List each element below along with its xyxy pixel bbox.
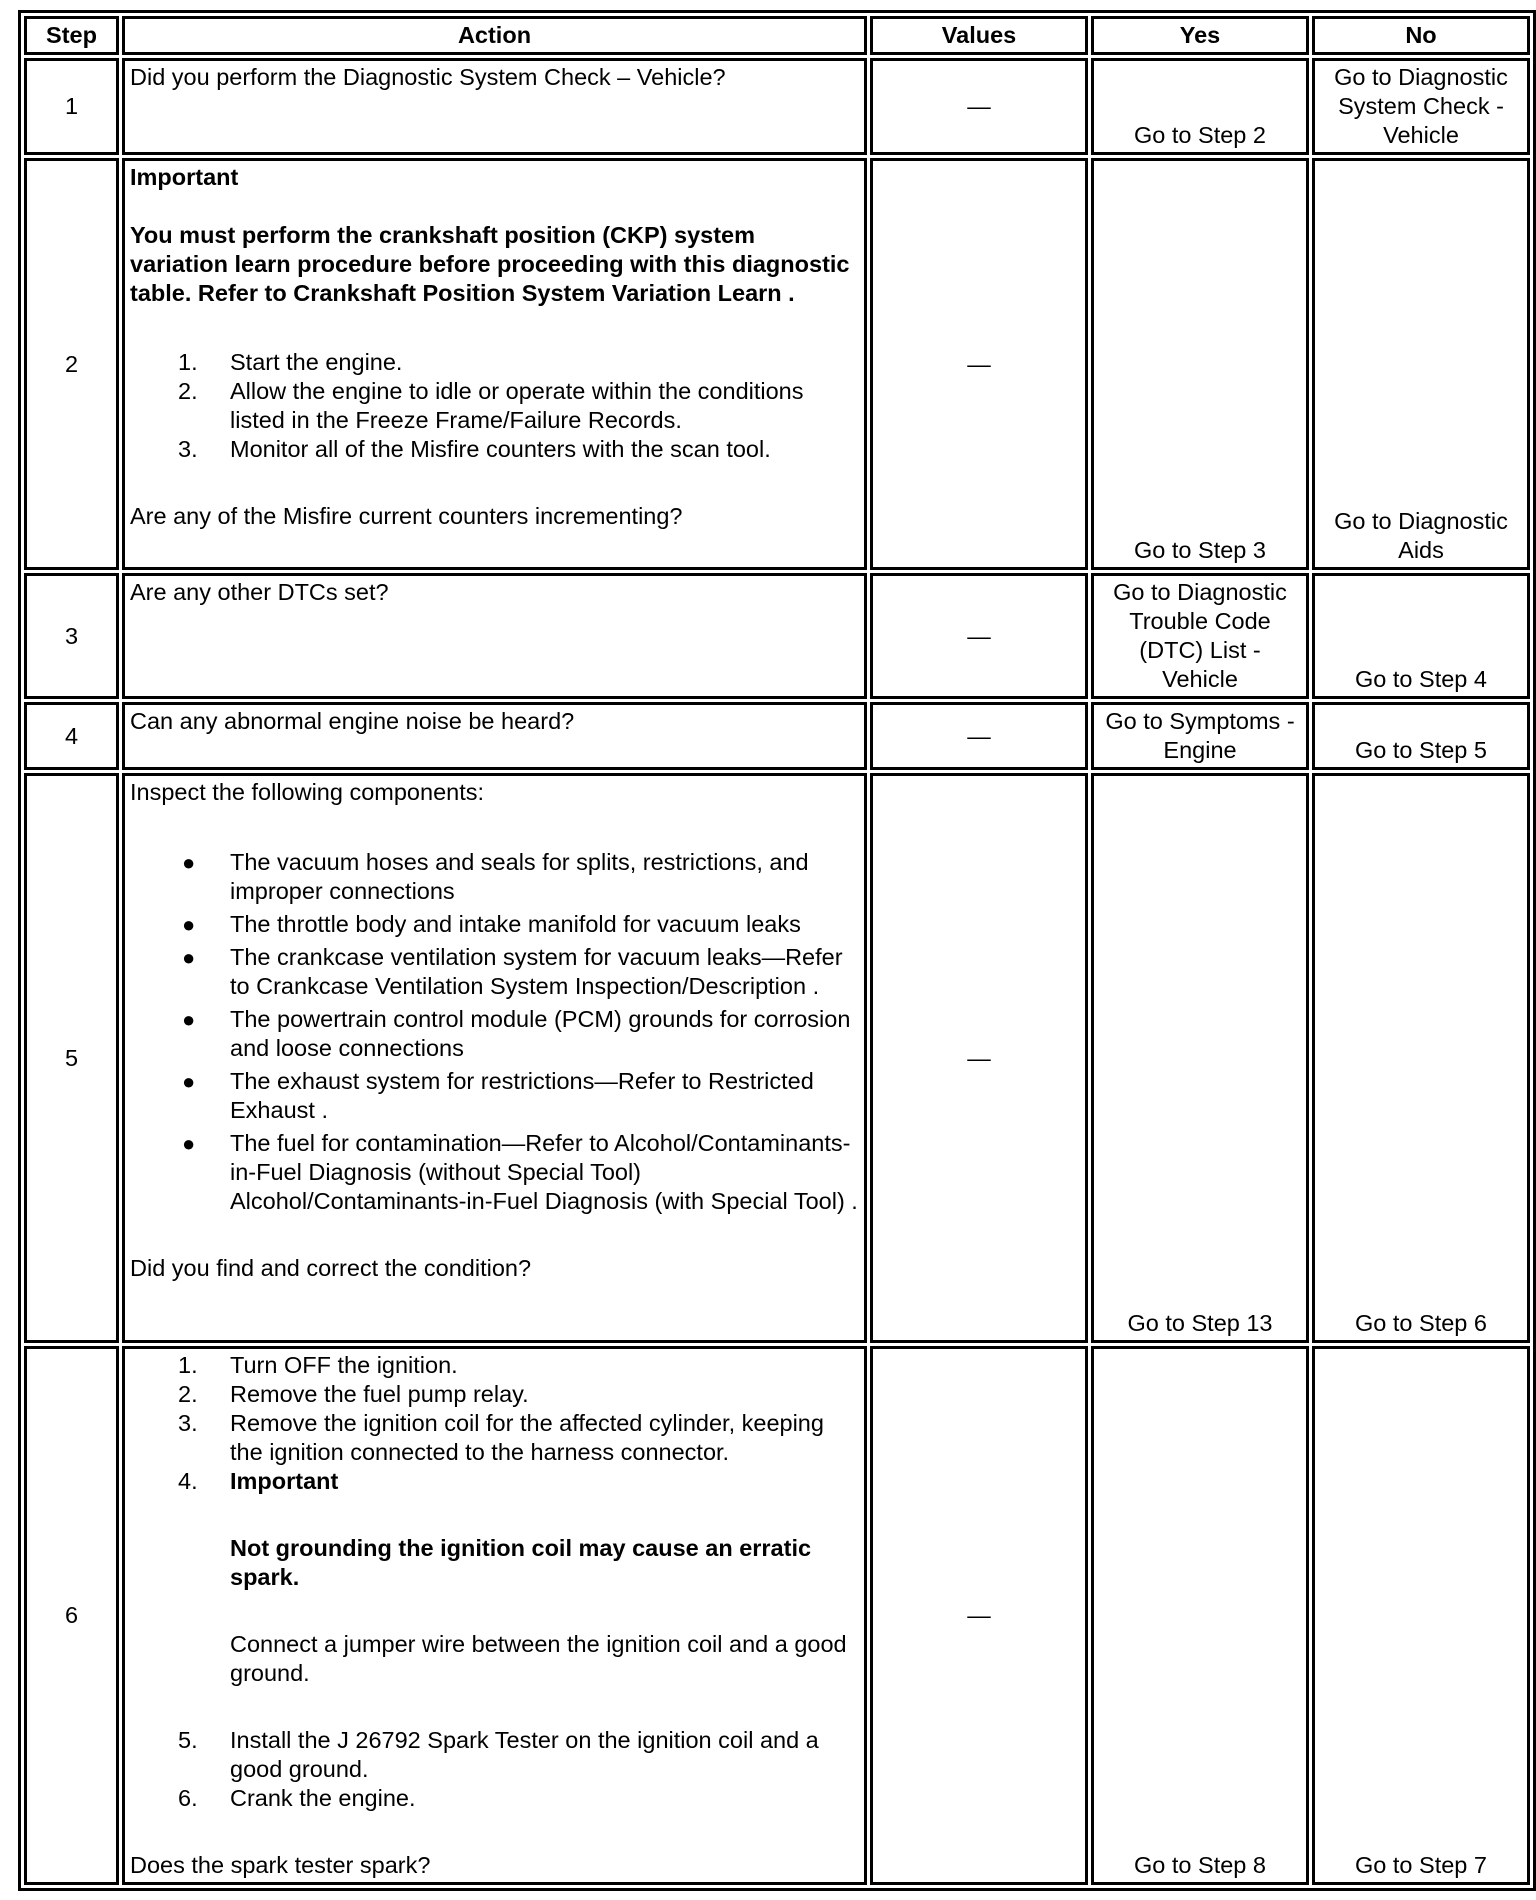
question-text: Did you perform the Diagnostic System Check – Vehicle?	[130, 64, 726, 90]
yes-cell: Go to Step 3	[1091, 158, 1309, 570]
header-no: No	[1312, 16, 1530, 55]
procedure-list	[130, 348, 859, 464]
yes-cell: Go to Symptoms - Engine	[1091, 702, 1309, 770]
important-text: You must perform the crankshaft position (CKP) system variation learn procedure before proceeding with this diagnostic table. Refer to Crankshaft Position System Variation Learn .	[130, 222, 850, 306]
step-number: 6	[24, 1346, 119, 1885]
list-item: ● The powertrain control module (PCM) grounds for corrosion and loose connections	[182, 1006, 851, 1061]
list-item: 3. Monitor all of the Misfire counters with the scan tool.	[178, 436, 771, 462]
step-number: 5	[24, 773, 119, 1343]
no-cell: Go to Diagnostic System Check - Vehicle	[1312, 58, 1530, 155]
list-item: 1. Turn OFF the ignition.	[178, 1352, 458, 1378]
important-title: Important	[230, 1468, 339, 1494]
no-cell: Go to Diagnostic Aids	[1312, 158, 1530, 570]
header-action: Action	[122, 16, 867, 55]
table-row	[24, 773, 1530, 1343]
important-text: Not grounding the ignition coil may cause an erratic spark.	[230, 1535, 812, 1590]
action-cell	[122, 58, 867, 155]
header-step: Step	[24, 16, 119, 55]
table-row	[24, 58, 1530, 155]
no-cell: Go to Step 7	[1312, 1346, 1530, 1885]
no-cell: Go to Step 6	[1312, 773, 1530, 1343]
step-number: 3	[24, 573, 119, 699]
no-cell: Go to Step 4	[1312, 573, 1530, 699]
step-text: Connect a jumper wire between the ignition coil and a good ground.	[230, 1631, 847, 1686]
value-cell: —	[870, 573, 1088, 699]
yes-cell: Go to Step 2	[1091, 58, 1309, 155]
header-values: Values	[870, 16, 1088, 55]
list-item: 4. Important Not grounding the ignition coil may cause an erratic spark. Connect a jumper wire between the ignition coil and a good ground.	[130, 1467, 859, 1688]
table-row	[24, 702, 1530, 770]
action-cell	[122, 702, 867, 770]
list-item: 5. Install the J 26792 Spark Tester on the ignition coil and a good ground.	[178, 1727, 819, 1782]
step-number: 4	[24, 702, 119, 770]
step-number: 2	[24, 158, 119, 570]
action-cell	[122, 158, 867, 570]
question-text: Are any of the Misfire current counters incrementing?	[130, 503, 683, 529]
action-cell	[122, 773, 867, 1343]
list-item: 2. Allow the engine to idle or operate within the conditions listed in the Freeze Frame/Failure Records.	[178, 378, 804, 433]
procedure-list	[130, 1351, 859, 1813]
yes-cell: Go to Diagnostic Trouble Code (DTC) List - Vehicle	[1091, 573, 1309, 699]
inspection-list	[130, 848, 859, 1216]
list-item: ● The crankcase ventilation system for vacuum leaks—Refer to Crankcase Ventilation System Inspection/Description .	[182, 944, 843, 999]
table-row	[24, 1346, 1530, 1885]
important-title: Important	[130, 164, 239, 190]
list-item: ● The vacuum hoses and seals for splits, restrictions, and improper connections	[182, 849, 809, 904]
action-cell	[122, 573, 867, 699]
list-item: 1. Start the engine.	[178, 349, 403, 375]
yes-cell: Go to Step 13	[1091, 773, 1309, 1343]
step-number: 1	[24, 58, 119, 155]
header-row	[24, 16, 1530, 55]
value-cell: —	[870, 158, 1088, 570]
question-text: Are any other DTCs set?	[130, 579, 389, 605]
question-text: Does the spark tester spark?	[130, 1852, 431, 1878]
list-item: ● The fuel for contamination—Refer to Alcohol/Contaminants-in-Fuel Diagnosis (without Special Tool) Alcohol/Contaminants-in-Fuel Diagnosis (with Special Tool) .	[182, 1130, 858, 1214]
no-cell: Go to Step 5	[1312, 702, 1530, 770]
value-cell: —	[870, 58, 1088, 155]
intro-text: Inspect the following components:	[130, 779, 485, 805]
list-item: 2. Remove the fuel pump relay.	[178, 1381, 529, 1407]
table-row	[24, 158, 1530, 570]
table-row	[24, 573, 1530, 699]
list-item: ● The exhaust system for restrictions—Refer to Restricted Exhaust .	[182, 1068, 814, 1123]
header-yes: Yes	[1091, 16, 1309, 55]
list-item: ● The throttle body and intake manifold for vacuum leaks	[182, 911, 801, 937]
action-cell	[122, 1346, 867, 1885]
list-item: 3. Remove the ignition coil for the affected cylinder, keeping the ignition connected to the harness connector.	[178, 1410, 824, 1465]
diagnostic-table	[18, 10, 1536, 1891]
list-item: 6. Crank the engine.	[178, 1785, 416, 1811]
value-cell: —	[870, 1346, 1088, 1885]
value-cell: —	[870, 702, 1088, 770]
question-text: Did you find and correct the condition?	[130, 1255, 532, 1281]
question-text: Can any abnormal engine noise be heard?	[130, 708, 575, 734]
value-cell: —	[870, 773, 1088, 1343]
yes-cell: Go to Step 8	[1091, 1346, 1309, 1885]
